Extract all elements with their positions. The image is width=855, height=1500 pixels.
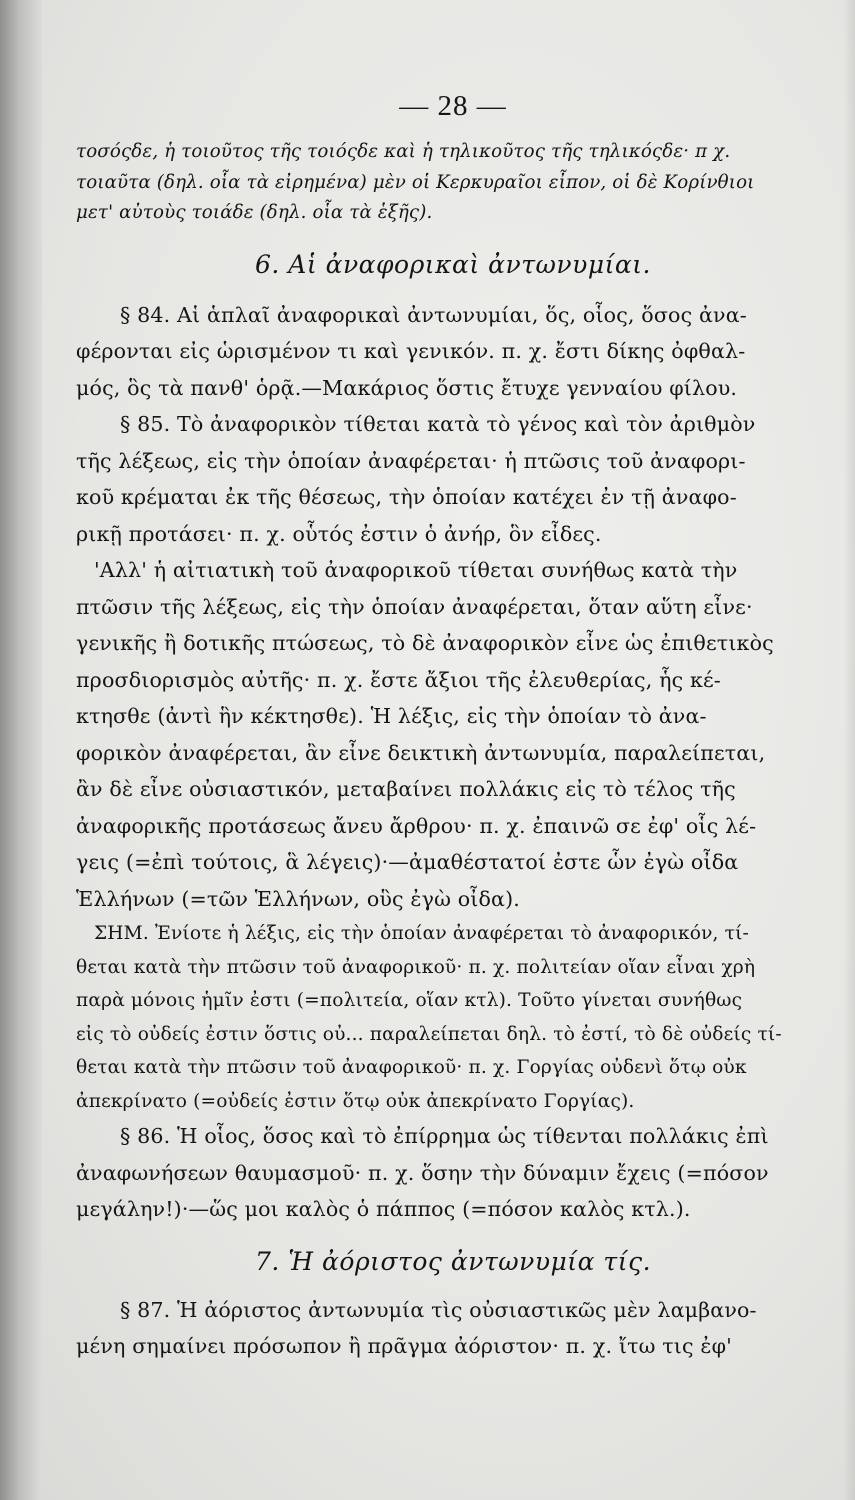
paragraph-all bbox=[76, 552, 830, 917]
page-edge-shadow bbox=[843, 0, 855, 1500]
text-line: τῆς λέξεως, εἰς τὴν ὁποίαν ἀναφέρεται· ἡ πτῶσις τοῦ ἀναφορι- bbox=[76, 448, 746, 473]
text-line: § 84. Αἱ ἁπλαῖ ἀναφορικαὶ ἀντωνυμίαι, ὅς, οἷος, ὅσος ἀνα- bbox=[120, 302, 747, 327]
text-line: τοσόςδε, ἡ τοιοῦτος τῆς τοιόςδε καὶ ἡ τηλικοῦτος τῆς τηλικόςδε· π χ. bbox=[76, 141, 731, 162]
section-heading-7: 7. Ἡ ἀόριστος ἀντωνυμία τίς. bbox=[254, 1246, 652, 1276]
text-line: προσδιορισμὸς αὐτῆς· π. χ. ἔστε ἄξιοι τῆς ἐλευθερίας, ἧς κέ- bbox=[76, 667, 721, 692]
text-line: μεγάλην!)·—ὥς μοι καλὸς ὁ πάππος (=πόσον καλὸς κτλ.). bbox=[76, 1197, 691, 1221]
text-line: κοῦ κρέμαται ἐκ τῆς θέσεως, τὴν ὁποίαν κατέχει ἐν τῇ ἀναφο- bbox=[76, 485, 737, 509]
text-line: εἰς τὸ οὐδείς ἐστιν ὅστις οὐ... παραλείπεται δηλ. τὸ ἐστί, τὸ δὲ οὐδείς τί- bbox=[76, 1023, 782, 1045]
text-line: ΣΗΜ. Ἐνίοτε ἡ λέξις, εἰς τὴν ὁποίαν ἀναφέρεται τὸ ἀναφορικόν, τί- bbox=[94, 923, 749, 944]
text-line: γενικῆς ἢ δοτικῆς πτώσεως, τὸ δὲ ἀναφορικὸν εἶνε ὡς ἐπιθετικὸς bbox=[76, 631, 774, 655]
paragraph-84 bbox=[76, 297, 830, 407]
text-line: ἂν δὲ εἶνε οὐσιαστικόν, μεταβαίνει πολλάκις εἰς τὸ τέλος τῆς bbox=[76, 777, 736, 801]
section-heading-6: 6. Αἱ ἀναφορικαὶ ἀντωνυμίαι. bbox=[254, 249, 652, 279]
text-line: τοιαῦτα (δηλ. οἷα τὰ εἰρημένα) μὲν οἱ Κερκυραῖοι εἶπον, οἱ δὲ Κορίνθιοι bbox=[76, 171, 755, 193]
text-line: μένη σημαίνει πρόσωπον ἢ πρᾶγμα ἀόριστον· π. χ. ἴτω τις ἐφ' bbox=[76, 1334, 732, 1358]
text-line: θεται κατὰ τὴν πτῶσιν τοῦ ἀναφορικοῦ· π. χ. Γοργίας οὐδενὶ ὅτῳ οὐκ bbox=[76, 1057, 747, 1078]
paragraph-85 bbox=[76, 406, 830, 552]
text-line: φέρονται εἰς ὡρισμένον τι καὶ γενικόν. π. χ. ἔστι δίκης ὀφθαλ- bbox=[76, 339, 746, 363]
page-text bbox=[76, 78, 830, 1365]
paragraph-86 bbox=[76, 1118, 830, 1228]
page-number: — 28 — bbox=[399, 90, 507, 122]
text-line: 'Αλλ' ἡ αἰτιατικὴ τοῦ ἀναφορικοῦ τίθεται συνήθως κατὰ τὴν bbox=[94, 558, 738, 582]
page-binding-shadow bbox=[0, 0, 42, 1500]
text-line: § 86. Ἡ οἷος, ὅσος καὶ τὸ ἐπίρρημα ὡς τίθενται πολλάκις ἐπὶ bbox=[120, 1124, 769, 1148]
text-line: παρὰ μόνοις ἡμῖν ἐστι (=πολιτεία, οἵαν κτλ). Τοῦτο γίνεται συνήθως bbox=[76, 990, 743, 1011]
text-line: Ἑλλήνων (=τῶν Ἑλλήνων, οὓς ἐγὼ οἶδα). bbox=[76, 886, 520, 911]
text-line: § 87. Ἡ ἀόριστος ἀντωνυμία τὶς οὐσιαστικῶς μὲν λαμβανο- bbox=[120, 1297, 757, 1322]
text-line: ἀπεκρίνατο (=οὐδείς ἐστιν ὅτῳ οὐκ ἀπεκρίνατο Γοργίας). bbox=[76, 1090, 635, 1112]
continued-paragraph bbox=[76, 137, 830, 229]
text-line: ἀναφωνήσεων θαυμασμοῦ· π. χ. ὅσην τὴν δύναμιν ἔχεις (=πόσον bbox=[76, 1160, 769, 1185]
text-line: φορικὸν ἀναφέρεται, ἂν εἶνε δεικτικὴ ἀντωνυμία, παραλείπεται, bbox=[76, 740, 766, 765]
text-line: § 85. Τὸ ἀναφορικὸν τίθεται κατὰ τὸ γένος καὶ τὸν ἀριθμὸν bbox=[120, 412, 756, 436]
text-line: ἀναφορικῆς προτάσεως ἄνευ ἄρθρου· π. χ. ἐπαινῶ σε ἐφ' οἷς λέ- bbox=[76, 813, 757, 838]
text-line: ρικῇ προτάσει· π. χ. οὗτός ἐστιν ὁ ἀνήρ, ὃν εἶδες. bbox=[76, 521, 602, 546]
text-line: κτησθε (ἀντὶ ἣν κέκτησθε). Ἡ λέξις, εἰς τὴν ὁποίαν τὸ ἀνα- bbox=[76, 704, 707, 728]
text-line: μός, ὃς τὰ πανθ' ὁρᾷ.—Μακάριος ὅστις ἔτυχε γενναίου φίλου. bbox=[76, 375, 738, 400]
text-line: γεις (=ἐπὶ τούτοις, ἃ λέγεις)·—ἀμαθέστατοί ἐστε ὧν ἐγὼ οἶδα bbox=[76, 850, 739, 874]
note-block bbox=[76, 917, 830, 1118]
text-line: πτῶσιν τῆς λέξεως, εἰς τὴν ὁποίαν ἀναφέρεται, ὅταν αὕτη εἶνε· bbox=[76, 594, 753, 619]
text-line: μετ' αὐτοὺς τοιάδε (δηλ. οἷα τὰ ἑξῆς). bbox=[76, 202, 433, 223]
paragraph-87 bbox=[76, 1292, 830, 1365]
text-line: θεται κατὰ τὴν πτῶσιν τοῦ ἀναφορικοῦ· π. χ. πολιτείαν οἵαν εἶναι χρὴ bbox=[76, 956, 756, 978]
